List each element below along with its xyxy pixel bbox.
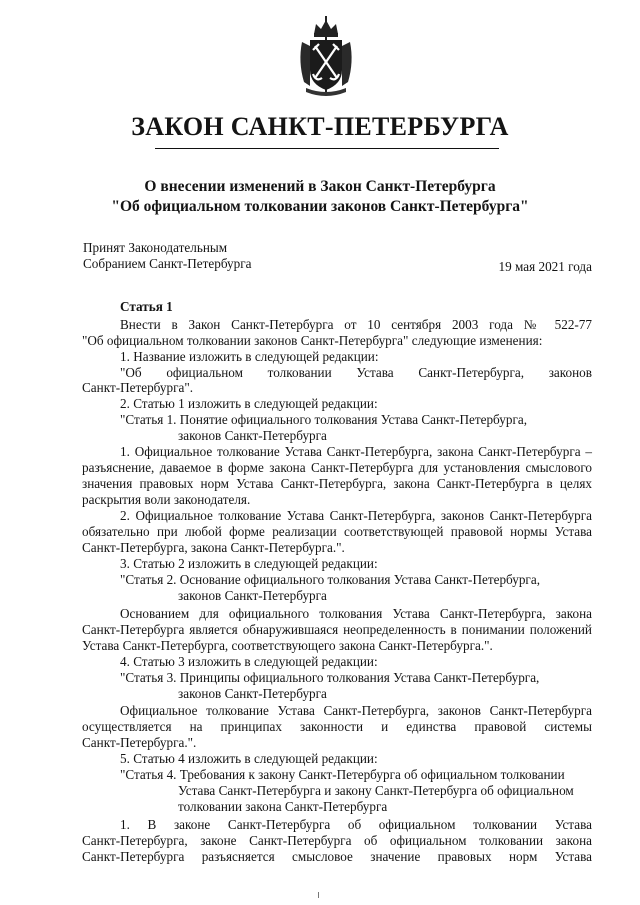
body-line: законов Санкт-Петербурга [178,428,327,443]
body-line: 2. Статью 1 изложить в следующей редакции: [120,396,378,411]
article-heading: Статья 1 [120,299,173,314]
title-underline [155,148,499,149]
body-line: Санкт-Петербурга". [82,380,194,395]
subtitle-line-2: "Об официальном толковании законов Санкт-Петербурга" [111,198,529,215]
body-line: 1. Название изложить в следующей редакции: [120,349,379,364]
subtitle-line-1: О внесении изменений в Закон Санкт-Петербурга [144,178,496,195]
body-line: "Статья 3. Принципы официального толкования Устава Санкт-Петербурга, [120,670,540,685]
body-line: Основанием для официального толкования Устава Санкт-Петербурга, закона [120,606,592,621]
law-title: ЗАКОН САНКТ-ПЕТЕРБУРГА [131,112,509,141]
body-line: Санкт-Петербурга.". [82,735,197,750]
body-line: обязательно при любой форме реализации соответствующей правовой нормы Устава [82,524,592,539]
body-line: "Статья 4. Требования к закону Санкт-Петербурга об официальном толковании [120,767,565,782]
body-line: 5. Статью 4 изложить в следующей редакции: [120,751,378,766]
body-line: раскрытия воли законодателя. [82,492,251,507]
body-line: 1. В законе Санкт-Петербурга об официальном толковании Устава [120,817,592,832]
adoption-line-1: Принят Законодательным [83,240,228,255]
body-line: 4. Статью 3 изложить в следующей редакции: [120,654,378,669]
adoption-date: 19 мая 2021 года [498,259,592,274]
body-line: значения правовых норм Устава Санкт-Петербурга, закона Санкт-Петербурга в целях [82,476,592,491]
saint-petersburg-coat-of-arms-icon [296,16,356,96]
body-line: 2. Официальное толкование Устава Санкт-Петербурга, законов Санкт-Петербурга [120,508,592,523]
body-line: Внести в Закон Санкт-Петербурга от 10 сентября 2003 года № 522-77 [120,317,592,332]
body-line: "Статья 2. Основание официального толкования Устава Санкт-Петербурга, [120,572,540,587]
body-line: осуществляется на принципах законности и единства правовой системы [82,719,592,734]
adoption-line-2: Собранием Санкт-Петербурга [83,256,252,271]
body-line: "Статья 1. Понятие официального толкования Устава Санкт-Петербурга, [120,412,527,427]
body-line: 1. Официальное толкование Устава Санкт-Петербурга, закона Санкт-Петербурга – [120,444,592,459]
body-line: законов Санкт-Петербурга [178,588,327,603]
body-line: Санкт-Петербурга, закона Санкт-Петербурга.". [82,540,345,555]
body-line: 3. Статью 2 изложить в следующей редакции: [120,556,378,571]
body-line: Официальное толкование Устава Санкт-Петербурга, законов Санкт-Петербурга [120,703,592,718]
body-line: Санкт-Петербурга, законе Санкт-Петербурга об официальном толковании закона [82,833,592,848]
body-line: "Об официальном толковании законов Санкт-Петербурга" следующие изменения: [82,333,543,348]
body-line: Санкт-Петербурга разъясняется смысловое значение правовых норм Устава [82,849,592,864]
body-line: Устава Санкт-Петербурга и закону Санкт-Петербурга об официальном [178,783,574,798]
body-line: толковании закона Санкт-Петербурга [178,799,388,814]
body-line: Санкт-Петербурга является обнаружившаяся неопределенность в понимании положений [82,622,592,637]
scan-mark [318,892,319,898]
body-line: законов Санкт-Петербурга [178,686,327,701]
body-line: Устава Санкт-Петербурга, соответствующего закона Санкт-Петербурга.". [82,638,493,653]
body-line: "Об официальном толковании Устава Санкт-Петербурга, законов [120,365,592,380]
body-line: разъяснение, даваемое в форме закона Санкт-Петербурга для установления смыслового [82,460,592,475]
